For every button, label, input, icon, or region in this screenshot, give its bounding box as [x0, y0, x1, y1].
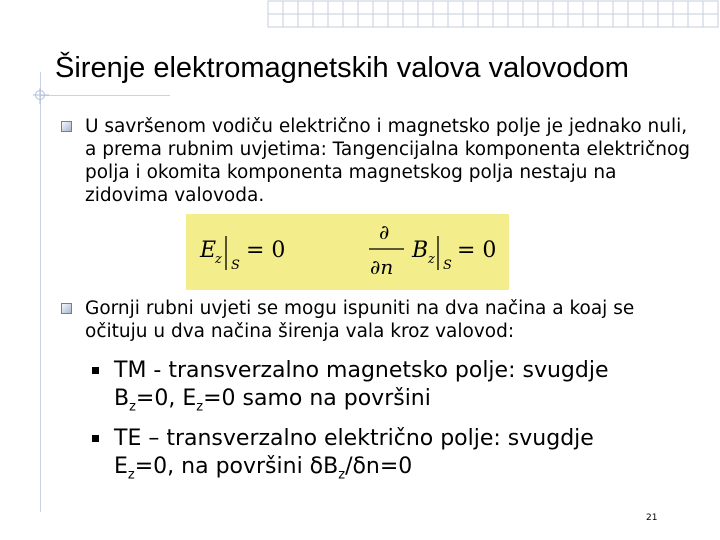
bullet-text: U savršenom vodiču električno i magnetsko polje je jednako nuli, a prema rubnim uvjetima: Tangencijalna komponenta električnog polja i okomita komponenta magnetskog polja nestaju na zidovima valovoda. — [85, 116, 691, 206]
eq2-B: B — [412, 238, 429, 263]
checkbox-bullet-icon — [61, 121, 72, 132]
grid-cell — [388, 1, 403, 14]
grid-cell — [448, 1, 463, 14]
slide-title: Širenje elektromagnetskih valova valovodom — [55, 52, 629, 84]
grid-cell — [673, 14, 688, 27]
eq1-rhs: = 0 — [246, 238, 286, 263]
grid-cell — [343, 1, 358, 14]
grid-cell — [568, 14, 583, 27]
boundary-condition-equations — [186, 214, 509, 290]
grid-cell — [283, 1, 298, 14]
grid-cell — [583, 1, 598, 14]
grid-cell — [493, 14, 508, 27]
grid-cell — [418, 14, 433, 27]
sub-bullet-text — [114, 357, 684, 421]
grid-cell — [298, 14, 313, 27]
grid-cell — [583, 14, 598, 27]
eq2-sub-S: S — [443, 258, 452, 273]
eq1-sub-S: S — [231, 258, 240, 273]
bullet2-text: Gornji rubni uvjeti se mogu ispuniti na dva načina a koaj se očituju u dva načina širenja vala kroz valovod: — [85, 298, 635, 342]
grid-cell — [313, 14, 328, 27]
eq2-denominator: ∂n — [370, 255, 394, 279]
tm-line2: $B_z=0$, $E_z=0$ samo na površini — [114, 386, 431, 415]
grid-cell — [658, 1, 673, 14]
square-bullet-icon — [92, 435, 99, 442]
grid-cell — [328, 1, 343, 14]
grid-cell — [688, 14, 703, 27]
eq2-numerator: ∂ — [379, 220, 390, 244]
horizontal-rule — [40, 95, 170, 96]
grid-cell — [268, 1, 283, 14]
grid-cell — [508, 14, 523, 27]
grid-cell — [358, 1, 373, 14]
grid-cell — [508, 1, 523, 14]
sub-bullet-text — [114, 425, 684, 489]
grid-cell — [523, 1, 538, 14]
grid-cell — [613, 14, 628, 27]
grid-cell — [463, 1, 478, 14]
page-number: 21 — [646, 513, 658, 523]
eq1-sub-z: z — [215, 252, 222, 267]
grid-cell — [688, 1, 703, 14]
grid-cell — [568, 1, 583, 14]
grid-cell — [268, 14, 283, 27]
te-line2: $E_z=0$, na površini $\delta B_z/\delta n=0$ — [114, 454, 413, 483]
grid-cell — [538, 14, 553, 27]
crosshair-decoration — [33, 88, 49, 104]
grid-cell — [703, 1, 718, 14]
grid-cell — [358, 14, 373, 27]
grid-cell — [283, 14, 298, 27]
bullet-two-modes — [61, 297, 681, 345]
grid-cell — [343, 14, 358, 27]
grid-cell — [373, 14, 388, 27]
grid-cell — [373, 1, 388, 14]
square-bullet-icon — [92, 367, 99, 374]
te-line1: TE – transverzalno električno polje: svugdje — [114, 426, 594, 451]
grid-cell — [388, 14, 403, 27]
grid-cell — [478, 14, 493, 27]
grid-cell — [643, 1, 658, 14]
grid-cell — [598, 1, 613, 14]
grid-cell — [478, 1, 493, 14]
vertical-rule — [40, 72, 41, 512]
checkbox-bullet-icon — [61, 303, 72, 314]
bullet-boundary-conditions — [61, 115, 691, 210]
grid-cell — [433, 1, 448, 14]
grid-cell — [553, 14, 568, 27]
grid-cell — [328, 14, 343, 27]
grid-cell — [313, 1, 328, 14]
grid-cell — [298, 1, 313, 14]
eq1-E: E — [200, 238, 217, 263]
grid-cell — [553, 1, 568, 14]
grid-cell — [448, 14, 463, 27]
grid-cell — [523, 14, 538, 27]
tm-line1: TM - transverzalno magnetsko polje: svugdje — [114, 358, 609, 383]
grid-cell — [463, 14, 478, 27]
grid-cell — [628, 1, 643, 14]
grid-cell — [403, 14, 418, 27]
grid-cell — [613, 1, 628, 14]
grid-cell — [418, 1, 433, 14]
eq2-rhs: = 0 — [457, 238, 497, 263]
grid-cell — [598, 14, 613, 27]
grid-cell — [403, 1, 418, 14]
grid-cell — [538, 1, 553, 14]
grid-cell — [643, 14, 658, 27]
grid-cell — [658, 14, 673, 27]
grid-cell — [433, 14, 448, 27]
grid-cell — [703, 14, 718, 27]
grid-cell — [673, 1, 688, 14]
eq2-sub-z: z — [428, 252, 435, 267]
formula-box — [186, 214, 509, 290]
bullet-text — [85, 297, 695, 343]
grid-cell — [628, 14, 643, 27]
grid-cell — [493, 1, 508, 14]
corner-grid-decoration — [260, 0, 720, 30]
